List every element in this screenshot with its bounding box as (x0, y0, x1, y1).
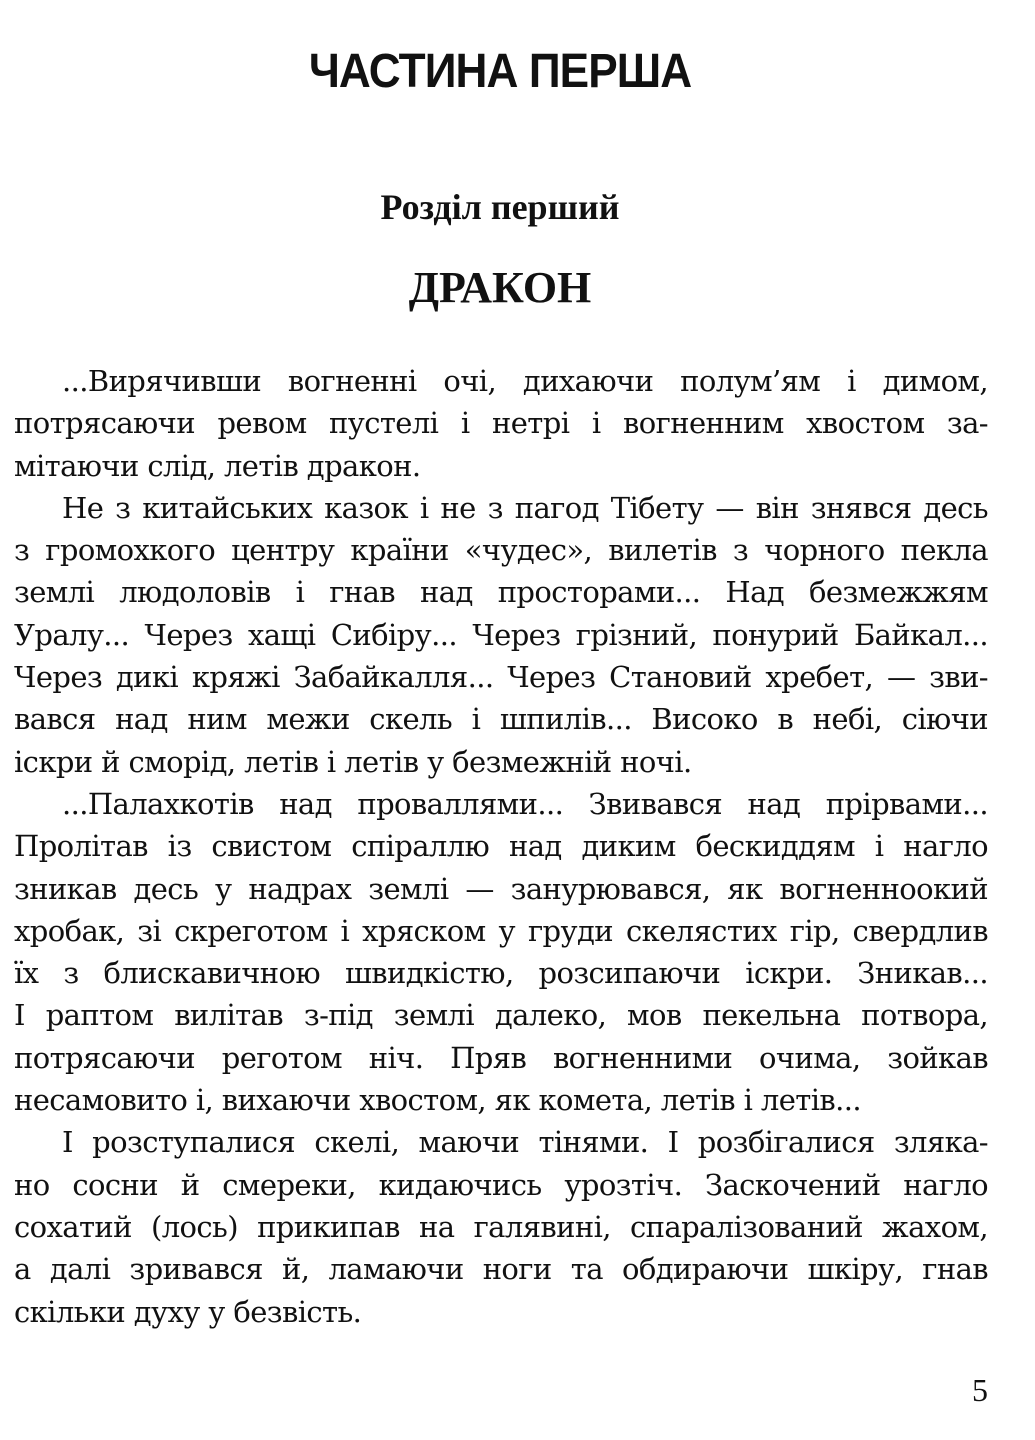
paragraph-3 (14, 783, 988, 1121)
text-line: Через дикі кряжі Забайкалля... Через Становий хребет, — зви- (14, 660, 988, 695)
text-line: іскри й сморід, летів і летів у безмежній ночі. (14, 744, 692, 779)
paragraph-4 (14, 1121, 988, 1332)
page-number: 5 (972, 1372, 988, 1408)
text-line: Не з китайських казок і не з пагод Тібету — він знявся десь (62, 490, 988, 525)
text-line: мітаючи слід, летів дракон. (14, 448, 421, 483)
text-line: Уралу... Через хащі Сибіру... Через грізний, понурий Байкал... (14, 617, 988, 652)
chapter-label: Розділ перший (380, 187, 620, 227)
text-line: зникав десь у надрах землі — занурювався, як вогненноокий (14, 871, 988, 906)
text-line: Пролітав із свистом спіраллю над диким бескиддям і нагло (14, 829, 988, 864)
text-line: скільки духу у безвість. (14, 1294, 362, 1329)
text-line: їх з блискавичною швидкістю, розсипаючи іскри. Зникав... (14, 956, 988, 991)
body-text (14, 360, 988, 1333)
text-line: ...Палахкотів над проваллями... Звивався над прірвами... (62, 786, 988, 821)
text-line: хробак, зі скреготом і хряском у груди скелястих гір, свердлив (14, 913, 988, 948)
chapter-title: ДРАКОН (408, 263, 592, 312)
text-line: но сосни й смереки, кидаючись урозтіч. Заскочений нагло (14, 1167, 988, 1202)
text-line: несамовито і, вихаючи хвостом, як комета, летів і летів... (14, 1083, 862, 1118)
paragraph-1 (14, 360, 988, 487)
paragraph-2 (14, 487, 988, 783)
text-line: сохатий (лось) прикипав на галявині, спаралізований жахом, (14, 1209, 988, 1244)
text-line: І раптом вилітав з-під землі далеко, мов пекельна потвора, (14, 998, 988, 1033)
text-line: потрясаючи реготом ніч. Пряв вогненними очима, зойкав (14, 1040, 988, 1075)
text-line: з громохкого центру країни «чудес», вилетів з чорного пекла (14, 533, 988, 568)
text-line: потрясаючи ревом пустелі і нетрі і вогненним хвостом за- (14, 406, 988, 441)
text-line: вався над ним межи скель і шпилів... Високо в небі, сіючи (14, 702, 988, 737)
text-line: землі людоловів і гнав над просторами... Над безмежжям (14, 575, 988, 610)
part-title: ЧАСТИНА ПЕРША (308, 45, 692, 98)
text-line: І розступалися скелі, маючи тінями. І розбігалися зляка- (62, 1125, 988, 1160)
text-line: ...Вирячивши вогненні очі, дихаючи полум’ям і димом, (62, 364, 988, 398)
text-line: а далі зривався й, ламаючи ноги та обдираючи шкіру, гнав (14, 1252, 988, 1287)
